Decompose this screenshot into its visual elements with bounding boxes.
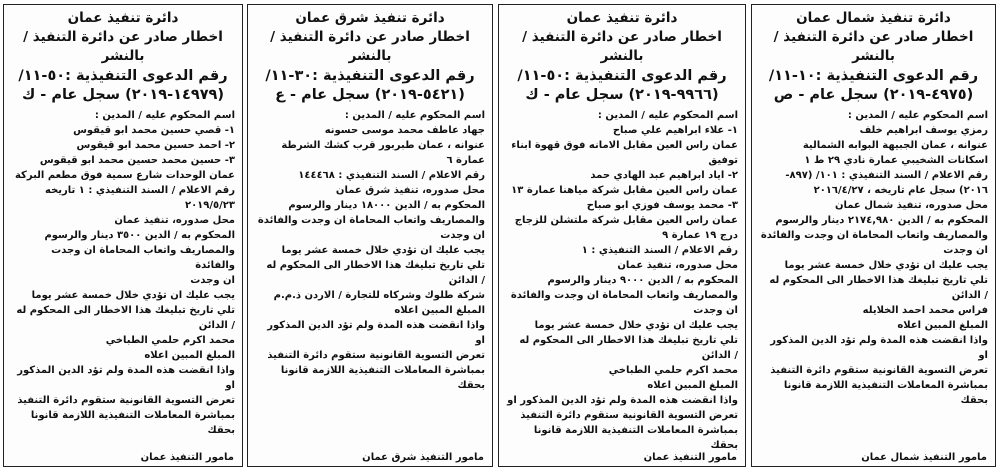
notice-column-3: [498, 4, 746, 467]
notice-line: ٢٠١٦) سجل عام تاريخه ، ٢٠١٦/٤/٢٧: [813, 185, 988, 196]
notice-line: ان وجدت: [693, 305, 738, 316]
notice-line: اسم المحكوم عليه / المدين :: [344, 110, 485, 121]
notice-body: [11, 108, 235, 438]
notice-department: دائرة تنفيذ شرق عمان: [295, 10, 445, 26]
notice-line: المبلغ المبين اعلاه: [647, 380, 738, 391]
notice-line: شركة طلوك وشركاه للتجارة / الاردن ذ.م.م: [273, 290, 485, 301]
notice-line: بحقك: [457, 380, 485, 391]
notice-line: رقم الاعلام / السند التنفيذي : ١ تاريخه: [45, 185, 235, 196]
notice-line: المبلغ المبين اعلاه: [144, 350, 235, 361]
notice-heading: اخطار صادر عن دائرة التنفيذ / بالنشر: [23, 29, 223, 64]
notice-line: تعرض التسوية القانونية ستقوم دائرة التنفيذ: [267, 350, 485, 361]
notice-line: محل صدوره، تنفيذ عمان: [114, 215, 235, 226]
case-number: رقم الدعوى التنفيذية :٥٠-١١/: [517, 68, 727, 84]
notice-line: بمباشرة المعاملات التنفيذية اللازمة قانونا: [533, 425, 738, 436]
notice-line: عمان الوحدات شارع سمية فوق مطعم البركة: [14, 170, 235, 181]
notice-line: ٣- حسين محمد حسين محمد ابو قيقوس: [39, 155, 235, 166]
notice-line: المحكوم به / الدين ٩٠٠٠ دينار والرسوم: [547, 275, 738, 286]
notice-body: [506, 108, 738, 453]
notice-line: رقم الاعلام / السند التنفيذي : ١: [581, 245, 738, 256]
notice-line: اسكانات الشخيبي عمارة نادي ٢٩ ط ١: [804, 155, 988, 166]
notice-line: / الدائن: [701, 350, 738, 361]
notice-line: محل صدوره، تنفيذ شرق عمان: [335, 185, 485, 196]
notice-heading: اخطار صادر عن دائرة التنفيذ / بالنشر: [270, 29, 470, 64]
notice-line: تعرض التسوية القانونية ستقوم دائرة التنفيذ: [520, 410, 738, 421]
notice-line: المحكوم به / الدين ٣٥٠٠ دينار والرسوم: [44, 230, 235, 241]
notice-line: المبلغ المبين اعلاه: [394, 305, 485, 316]
notice-heading: اخطار صادر عن دائرة التنفيذ / بالنشر: [522, 29, 722, 64]
notice-line: / الدائن: [951, 290, 988, 301]
notice-line: محل صدوره، تنفيذ عمان: [617, 260, 738, 271]
notice-line: ١- علاء ابراهيم علي صباح: [612, 125, 738, 136]
notice-line: ان وجدت: [943, 245, 988, 256]
notice-line: بحقك: [207, 425, 235, 436]
notice-column-2: [247, 4, 493, 467]
notice-line: درج ١٩ عمارة ٩: [662, 230, 738, 241]
notice-line: / الدائن: [198, 320, 235, 331]
notice-footer: مامور التنفيذ شمال عمان: [861, 452, 987, 463]
notice-line: تلي تاريخ تبليغك هذا الاخطار الى المحكوم له: [16, 305, 235, 316]
notice-line: ٢- اياد ابراهيم عبد الهادي حمد: [590, 170, 738, 181]
notice-line: واذا انقضت هذه المدة ولم تؤد الدين المذكور او: [766, 335, 988, 361]
notice-line: تلي تاريخ تبليغك هذا الاخطار الى المحكوم له: [769, 275, 988, 286]
notice-line: والمصاريف واتعاب المحاماة ان وجدت والفائدة: [760, 230, 988, 241]
notice-line: اسم المحكوم عليه / المدين :: [597, 110, 738, 121]
notice-line: تعرض التسوية القانونية ستقوم دائرة التنفيذ: [770, 365, 988, 376]
notice-body: [255, 108, 485, 393]
notice-line: المحكوم به / الدين ٢١٧٤,٩٨٠ دينار والرسوم: [775, 215, 988, 226]
notice-line: رقم الاعلام / السند التنفيذي : ١٤٤٤٦٨: [298, 170, 485, 181]
notice-line: بحقك: [960, 395, 988, 406]
notice-line: واذا انقضت هذه المدة ولم تؤد الدين المذكور او: [507, 395, 738, 406]
case-number: رقم الدعوى التنفيذية :٥٠-١١/: [18, 68, 228, 84]
notice-line: يجب عليك ان تؤدي خلال خمسة عشر يوما: [281, 245, 485, 256]
notice-heading: اخطار صادر عن دائرة التنفيذ / بالنشر: [773, 29, 974, 64]
notice-line: عمان راس العين مقابل الامانه فوق قهوة ابناء: [511, 140, 738, 151]
notice-line: ان وجدت: [190, 275, 235, 286]
notice-line: محمد اكرم حلمي الطباخي: [608, 365, 738, 376]
notice-line: ٢- احمد حسين محمد ابو قيقوس: [76, 140, 235, 151]
notice-line: يجب عليك ان تؤدي خلال خمسة عشر يوما: [31, 290, 235, 301]
notice-line: / الدائن: [448, 275, 485, 286]
notice-line: ١- قصي حسين محمد ابو قيقوس: [73, 125, 235, 136]
notice-line: واذا انقضت هذه المدة ولم تؤد الدين المذكور او: [263, 320, 485, 346]
notice-line: يجب عليك ان تؤدي خلال خمسة عشر يوما: [784, 260, 988, 271]
notice-line: بمباشرة المعاملات التنفيذية اللازمة قانونا: [280, 365, 485, 376]
notice-line: والمصاريف واتعاب المحاماة ان وجدت والفائدة: [47, 245, 235, 271]
notice-line: المحكوم به / الدين ١٨٠٠٠ دينار والرسوم: [288, 200, 485, 211]
notice-line: تعرض التسوية القانونية ستقوم دائرة التنفيذ: [17, 395, 235, 406]
notice-line: اسم المحكوم عليه / المدين :: [94, 110, 235, 121]
notice-line: عمان راس العين مقابل شركة ملتشلن للزجاج: [514, 215, 738, 226]
notice-line: والمصاريف واتعاب المحاماة ان وجدت والفائدة: [257, 215, 485, 226]
notice-footer: مامور التنفيذ عمان: [643, 452, 737, 463]
case-number: رقم الدعوى التنفيذية :١٠-١١/: [768, 68, 979, 84]
notice-line: عنوانه ، عمان الجبيهة البوابه الشمالية: [802, 140, 988, 151]
notice-line: بمباشرة المعاملات التنفيذية اللازمة قانونا: [30, 410, 235, 421]
notice-line: فراس محمد احمد الخلايله: [862, 305, 988, 316]
notice-line: واذا انقضت هذه المدة ولم تؤد الدين المذكور او: [13, 365, 235, 391]
notice-column-4: [751, 4, 996, 467]
case-record: (٤٩٧٥-٢٠١٩) سجل عام - ص: [773, 87, 974, 103]
notice-line: عمارة ٦: [446, 155, 485, 166]
notice-column-1: [3, 4, 243, 467]
notice-line: ان وجدت: [440, 230, 485, 241]
case-record: (١٤٩٧٩-٢٠١٩) سجل عام - ك: [21, 87, 225, 103]
notice-line: بحقك: [710, 440, 738, 451]
case-record: (٩٩٦٦-٢٠١٩) سجل عام - ك: [525, 87, 719, 103]
notice-department: دائرة تنفيذ شمال عمان: [796, 10, 951, 26]
notice-line: يجب عليك ان تؤدي خلال خمسة عشر يوما: [534, 320, 738, 331]
notice-footer: مامور التنفيذ عمان: [140, 452, 234, 463]
notice-line: عنوانه ، عمان طبربور قرب كشك الشرطة: [281, 140, 485, 151]
notice-line: رقم الاعلام / السند التنفيذي : ١٠١/ (٨٩٧-: [785, 170, 988, 181]
notice-department: دائرة تنفيذ عمان: [67, 10, 179, 26]
notice-line: تلي تاريخ تبليغك هذا الاخطار الى المحكوم له: [266, 260, 485, 271]
notice-line: اسم المحكوم عليه / المدين :: [847, 110, 988, 121]
notice-line: توفيق: [708, 155, 738, 166]
case-number: رقم الدعوى التنفيذية :٣٠-١١/: [265, 68, 475, 84]
notice-line: محل صدوره، تنفيذ شمال عمان: [834, 200, 988, 211]
notice-line: محمد اكرم حلمي الطباخي: [105, 335, 235, 346]
notice-line: رمزي يوسف ابراهيم خلف: [859, 125, 988, 136]
notice-line: جهاد عاطف محمد موسى حسونه: [324, 125, 485, 136]
notice-line: تلي تاريخ تبليغك هذا الاخطار الى المحكوم له: [519, 335, 738, 346]
notice-line: ٣- محمد يوسف فوزي ابو صباح: [586, 200, 738, 211]
notice-footer: مامور التنفيذ شرق عمان: [362, 452, 484, 463]
notice-line: المبلغ المبين اعلاه: [897, 320, 988, 331]
notice-department: دائرة تنفيذ عمان: [566, 10, 678, 26]
notice-line: ٢٠١٩/٥/٢٣: [184, 200, 235, 211]
notice-line: بمباشرة المعاملات التنفيذية اللازمة قانونا: [783, 380, 988, 391]
notice-line: والمصاريف واتعاب المحاماة ان وجدت والفائدة: [510, 290, 738, 301]
notice-line: عمان راس العين مقابل شركة مياهنا عمارة ١٣: [511, 185, 738, 196]
case-record: (٥٤٢١-٢٠١٩) سجل عام - ع: [275, 87, 465, 103]
notice-body: [759, 108, 988, 408]
